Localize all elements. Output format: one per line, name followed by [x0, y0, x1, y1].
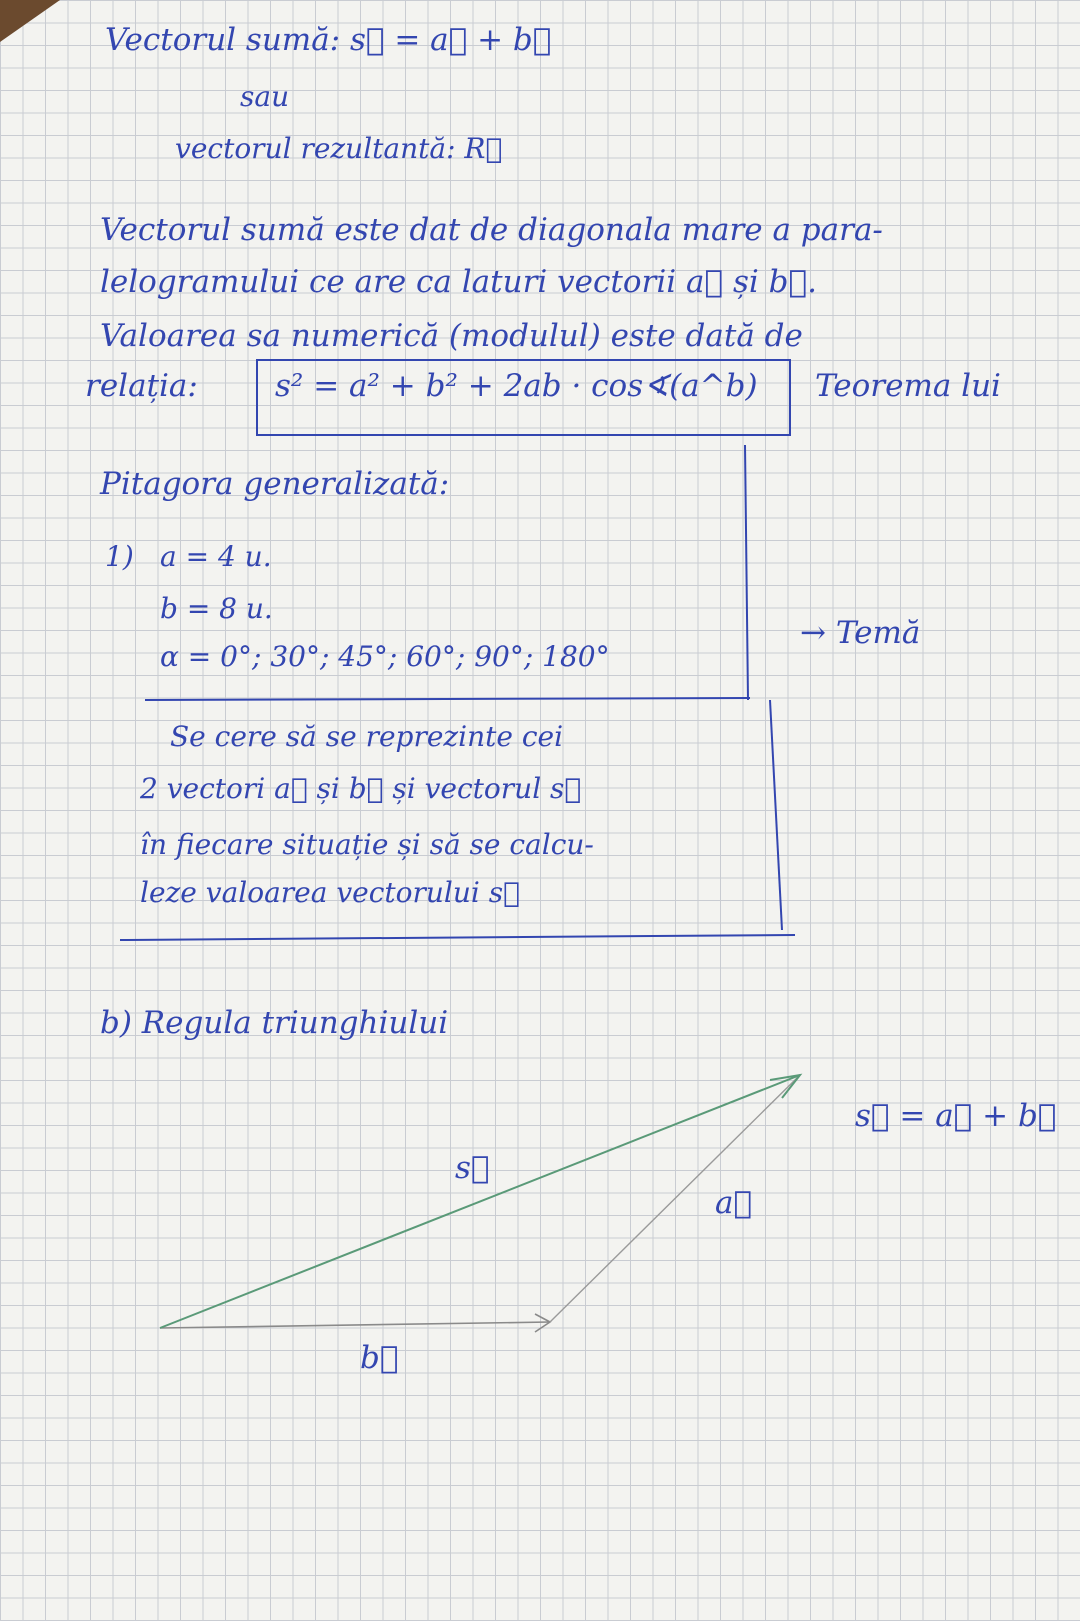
sum-vector-definition: Vectorul sumă: s⃗ = a⃗ + b⃗	[105, 22, 552, 58]
or-text: sau	[240, 80, 290, 113]
paragraph-line: Pitagora generalizată:	[100, 466, 450, 502]
requirement-line: 2 vectori a⃗ și b⃗ și vectorul s⃗	[140, 772, 582, 805]
box-vertical-line	[745, 445, 748, 700]
vector-s-arrow	[160, 1075, 800, 1328]
box-bottom-line	[120, 935, 795, 940]
requirement-line: Se cere să se reprezinte cei	[170, 720, 564, 753]
vector-a-arrow	[550, 1075, 800, 1322]
box-divider-line	[145, 698, 750, 700]
paragraph-line: lelogramului ce are ca laturi vectorii a⃗ și b⃗.	[100, 264, 817, 300]
vector-s-arrowhead	[770, 1075, 800, 1098]
exercise-a: a = 4 u.	[160, 540, 272, 573]
requirement-line: în fiecare situație și să se calcu-	[140, 828, 594, 861]
formula: s² = a² + b² + 2ab · cos∢(a^b)	[275, 368, 758, 404]
vector-b-arrow	[160, 1322, 550, 1328]
vector-a-label: a⃗	[715, 1185, 753, 1221]
box-vertical-line	[770, 700, 782, 930]
homework-note: → Temă	[800, 615, 921, 651]
vector-b-arrowhead	[535, 1314, 550, 1332]
vector-s-label: s⃗	[455, 1150, 490, 1186]
formula-box	[257, 360, 790, 435]
vector-b-label: b⃗	[360, 1340, 399, 1376]
section-heading: b) Regula triunghiului	[100, 1005, 449, 1041]
requirement-line: leze valoarea vectorului s⃗	[140, 876, 520, 909]
resultant-vector-definition: vectorul rezultantă: R⃗	[175, 132, 503, 165]
paragraph-line: Vectorul sumă este dat de diagonala mare a para-	[100, 212, 883, 248]
paragraph-line: relația:	[85, 368, 198, 404]
paragraph-line: Valoarea sa numerică (modulul) este dată de	[100, 318, 803, 354]
exercise-angles: α = 0°; 30°; 45°; 60°; 90°; 180°	[160, 640, 610, 673]
paragraph-line: Teorema lui	[815, 368, 1001, 404]
sum-equation: s⃗ = a⃗ + b⃗	[855, 1098, 1057, 1134]
exercise-b: b = 8 u.	[160, 592, 273, 625]
exercise-number: 1)	[105, 540, 134, 573]
